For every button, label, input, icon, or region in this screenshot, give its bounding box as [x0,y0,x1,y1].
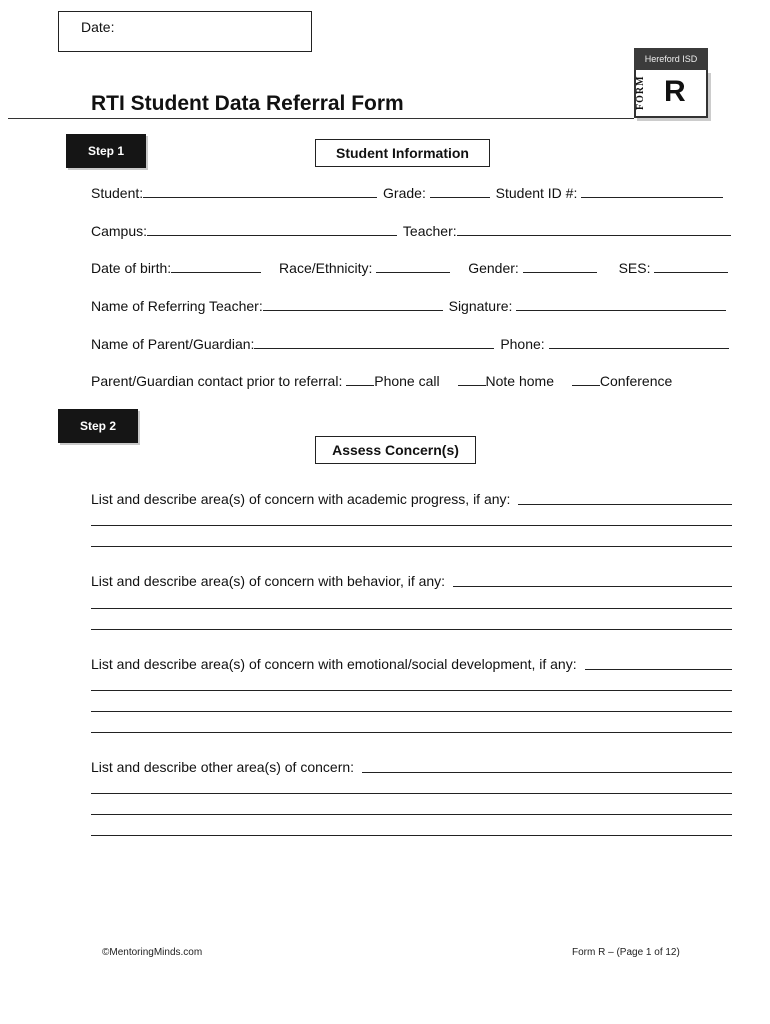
emotional-line[interactable] [91,711,732,712]
title-divider [8,118,634,119]
parent-label: Name of Parent/Guardian: [91,336,255,352]
note-home-checkbox[interactable] [458,372,486,386]
dob-field[interactable] [171,259,261,273]
form-badge [634,48,708,118]
date-label: Date: [81,19,115,35]
grade-label: Grade: [383,185,426,201]
emotional-line[interactable] [91,732,732,733]
step-1-badge: Step 1 [66,134,146,168]
row-contact-prior [91,372,672,389]
student-id-field[interactable] [581,184,723,198]
student-id-label: Student ID #: [495,185,578,201]
other-field[interactable] [362,759,732,773]
academic-prompt: List and describe area(s) of concern with academic progress, if any: [91,491,511,507]
badge-org: Hereford ISD [634,48,708,70]
date-box[interactable] [58,11,312,52]
behavior-prompt: List and describe area(s) of concern with behavior, if any: [91,573,446,589]
emotional-prompt: List and describe area(s) of concern with emotional/social development, if any: [91,656,577,672]
page-title: RTI Student Data Referral Form [91,92,404,115]
step-2-badge: Step 2 [58,409,138,443]
row-student [91,184,723,201]
gender-label: Gender: [468,260,519,276]
emotional-field[interactable] [585,656,732,670]
campus-field[interactable] [147,222,397,236]
footer-page-number: Form R – (Page 1 of 12) [572,947,680,958]
other-prompt: List and describe other area(s) of concern: [91,759,355,775]
phone-call-checkbox[interactable] [346,372,374,386]
badge-form-word: FORM [635,75,646,111]
referring-teacher-label: Name of Referring Teacher: [91,298,263,314]
phone-field[interactable] [549,335,729,349]
row-parent [91,335,729,352]
gender-field[interactable] [523,259,597,273]
row-demographics [91,259,728,276]
teacher-label: Teacher: [402,223,457,239]
row-campus [91,222,731,239]
signature-field[interactable] [516,297,726,311]
academic-field[interactable] [518,491,732,505]
conference-label: Conference [599,373,673,389]
campus-label: Campus: [91,223,148,239]
row-referring-teacher [91,297,726,314]
other-line[interactable] [91,793,732,794]
signature-label: Signature: [448,298,513,314]
badge-letter: R [664,75,686,108]
referring-teacher-field[interactable] [263,297,443,311]
student-label: Student: [91,185,144,201]
student-information-heading: Student Information [315,139,490,167]
teacher-field[interactable] [457,222,731,236]
race-label: Race/Ethnicity: [279,260,373,276]
academic-line[interactable] [91,546,732,547]
note-home-label: Note home [485,373,554,389]
phone-call-label: Phone call [374,373,440,389]
contact-prior-label: Parent/Guardian contact prior to referral: [91,373,343,389]
grade-field[interactable] [430,184,490,198]
behavior-line[interactable] [91,629,732,630]
behavior-prompt-row [91,573,732,589]
other-line[interactable] [91,835,732,836]
conference-checkbox[interactable] [572,372,600,386]
other-line[interactable] [91,814,732,815]
race-field[interactable] [376,259,450,273]
student-field[interactable] [143,184,377,198]
parent-field[interactable] [254,335,494,349]
other-prompt-row [91,759,732,775]
footer-copyright: ©MentoringMinds.com [102,947,203,958]
dob-label: Date of birth: [91,260,172,276]
badge-body [634,70,708,118]
behavior-line[interactable] [91,608,732,609]
behavior-field[interactable] [453,573,732,587]
emotional-line[interactable] [91,690,732,691]
emotional-prompt-row [91,656,732,672]
phone-label: Phone: [500,336,545,352]
assess-concerns-heading: Assess Concern(s) [315,436,476,464]
academic-line[interactable] [91,525,732,526]
ses-label: SES: [618,260,651,276]
academic-prompt-row [91,491,732,507]
ses-field[interactable] [654,259,728,273]
